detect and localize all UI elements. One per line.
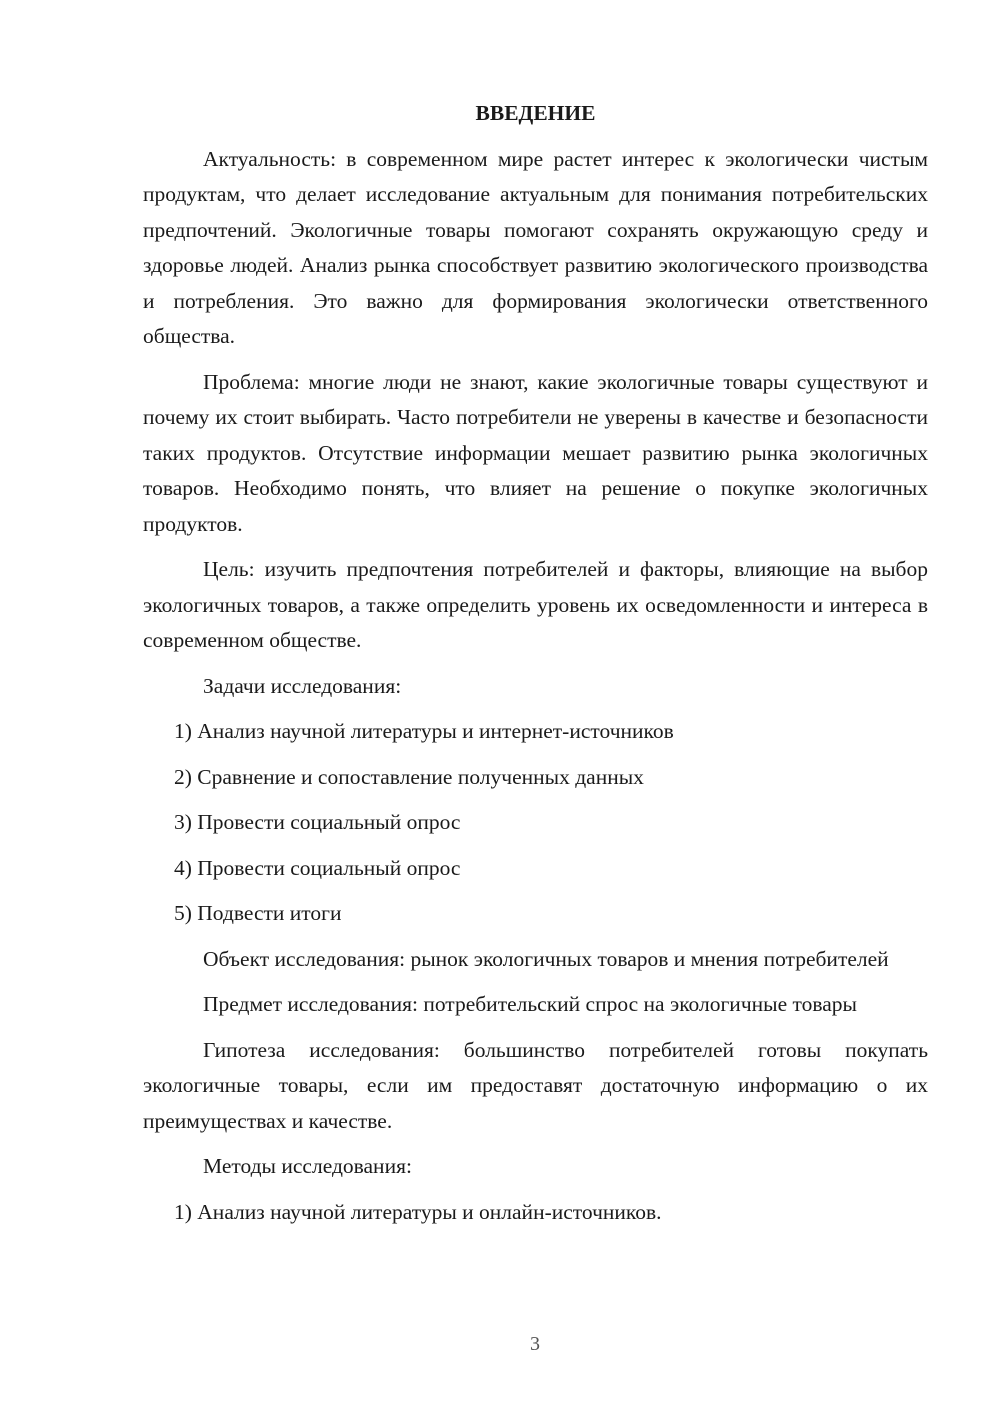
tasks-list <box>143 714 928 932</box>
methods-heading: Методы исследования: <box>203 1154 412 1178</box>
task-item: 5) Подвести итоги <box>174 901 342 925</box>
method-item: 1) Анализ научной литературы и онлайн-источников. <box>174 1199 662 1224</box>
methods-list <box>143 1195 928 1231</box>
problem-paragraph: Проблема: многие люди не знают, какие экологичные товары существуют и почему их стоит выбирать. Часто потребители не уверены в качестве и безопасности таких продуктов. Отсутствие информации мешает развитию рынка экологичных товаров. Необходимо понять, что влияет на решение о покупке экологичных продуктов. <box>143 369 928 536</box>
subject-paragraph: Предмет исследования: потребительский спрос на экологичные товары <box>203 992 857 1016</box>
object-paragraph: Объект исследования: рынок экологичных товаров и мнения потребителей <box>203 946 889 971</box>
task-item: 3) Провести социальный опрос <box>174 810 461 834</box>
task-item: 2) Сравнение и сопоставление полученных данных <box>174 764 644 789</box>
hypothesis-paragraph: Гипотеза исследования: большинство потребителей готовы покупать экологичные товары, если им предоставят достаточную информацию о их преимуществах и качестве. <box>143 1037 928 1133</box>
page-title: ВВЕДЕНИЕ <box>475 101 596 125</box>
tasks-heading: Задачи исследования: <box>203 673 402 698</box>
task-item: 1) Анализ научной литературы и интернет-источников <box>174 719 674 743</box>
page-number: 3 <box>530 1333 540 1355</box>
document-page <box>143 96 928 1240</box>
goal-paragraph: Цель: изучить предпочтения потребителей и факторы, влияющие на выбор экологичных товаров, а также определить уровень их осведомленности и интереса в современном обществе. <box>143 557 928 652</box>
relevance-paragraph: Актуальность: в современном мире растет интерес к экологически чистым продуктам, что делает исследование актуальным для понимания потребительских предпочтений. Экологичные товары помогают сохранять окружающую среду и здоровье людей. Анализ рынка способствует развитию экологического производства и потребления. Это важно для формирования экологически ответственного общества. <box>143 146 928 348</box>
task-item: 4) Провести социальный опрос <box>174 855 461 880</box>
